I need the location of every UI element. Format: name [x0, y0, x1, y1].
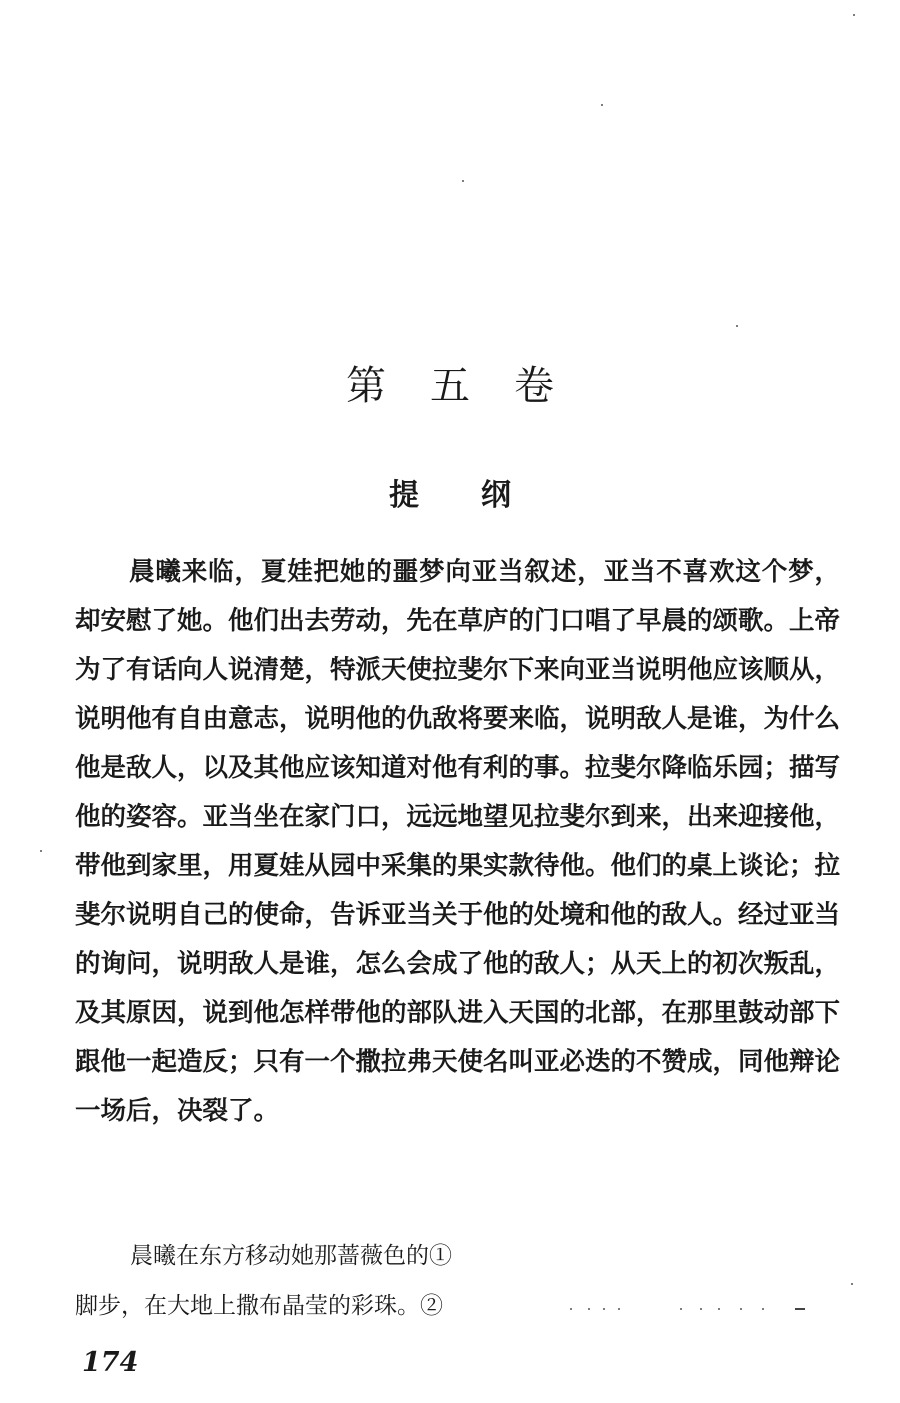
scan-speck [736, 325, 738, 327]
volume-title: 第五卷 [346, 363, 598, 409]
scan-speck [851, 1283, 853, 1285]
scan-dot [718, 1308, 720, 1310]
verse-line-2: 脚步，在大地上撒布晶莹的彩珠。② [75, 1293, 443, 1319]
scan-dash [795, 1308, 805, 1310]
scan-speck [462, 180, 464, 182]
scan-dot [740, 1308, 742, 1310]
page-number: 174 [82, 1347, 139, 1378]
scan-dot [603, 1308, 605, 1310]
scan-dot [618, 1308, 620, 1310]
scan-speck [601, 104, 603, 106]
scan-speck [40, 850, 42, 852]
scan-speck [853, 14, 855, 16]
scan-dot [762, 1308, 764, 1310]
scan-dot [570, 1308, 572, 1310]
scan-dot [700, 1308, 702, 1310]
scan-dot [588, 1308, 590, 1310]
scan-dot [680, 1308, 682, 1310]
summary-paragraph: 晨曦来临，夏娃把她的噩梦向亚当叙述，亚当不喜欢这个梦，却安慰了她。他们出去劳动，先在草庐的门口唱了早晨的颂歌。上帝为了有话向人说清楚，特派天使拉斐尔下来向亚当说明他应该顺从，说明他有自由意志，说明他的仇敌将要来临，说明敌人是谁，为什么他是敌人，以及其他应该知道对他有利的事。拉斐尔降临乐园；描写他的姿容。亚当坐在家门口，远远地望见拉斐尔到来，出来迎接他，带他到家里，用夏娃从园中采集的果实款待他。他们的桌上谈论；拉斐尔说明自己的使命，告诉亚当关于他的处境和他的敌人。经过亚当的询问，说明敌人是谁，怎么会成了他的敌人；从天上的初次叛乱，及其原因，说到他怎样带他的部队进入天国的北部，在那里鼓动部下跟他一起造反；只有一个撒拉弗天使名叫亚必迭的不赞成，同他辩论一场后，决裂了。 [75, 557, 841, 1126]
verse-line-1: 晨曦在东方移动她那蔷薇色的① [130, 1243, 452, 1269]
section-title: 提纲 [389, 478, 573, 513]
